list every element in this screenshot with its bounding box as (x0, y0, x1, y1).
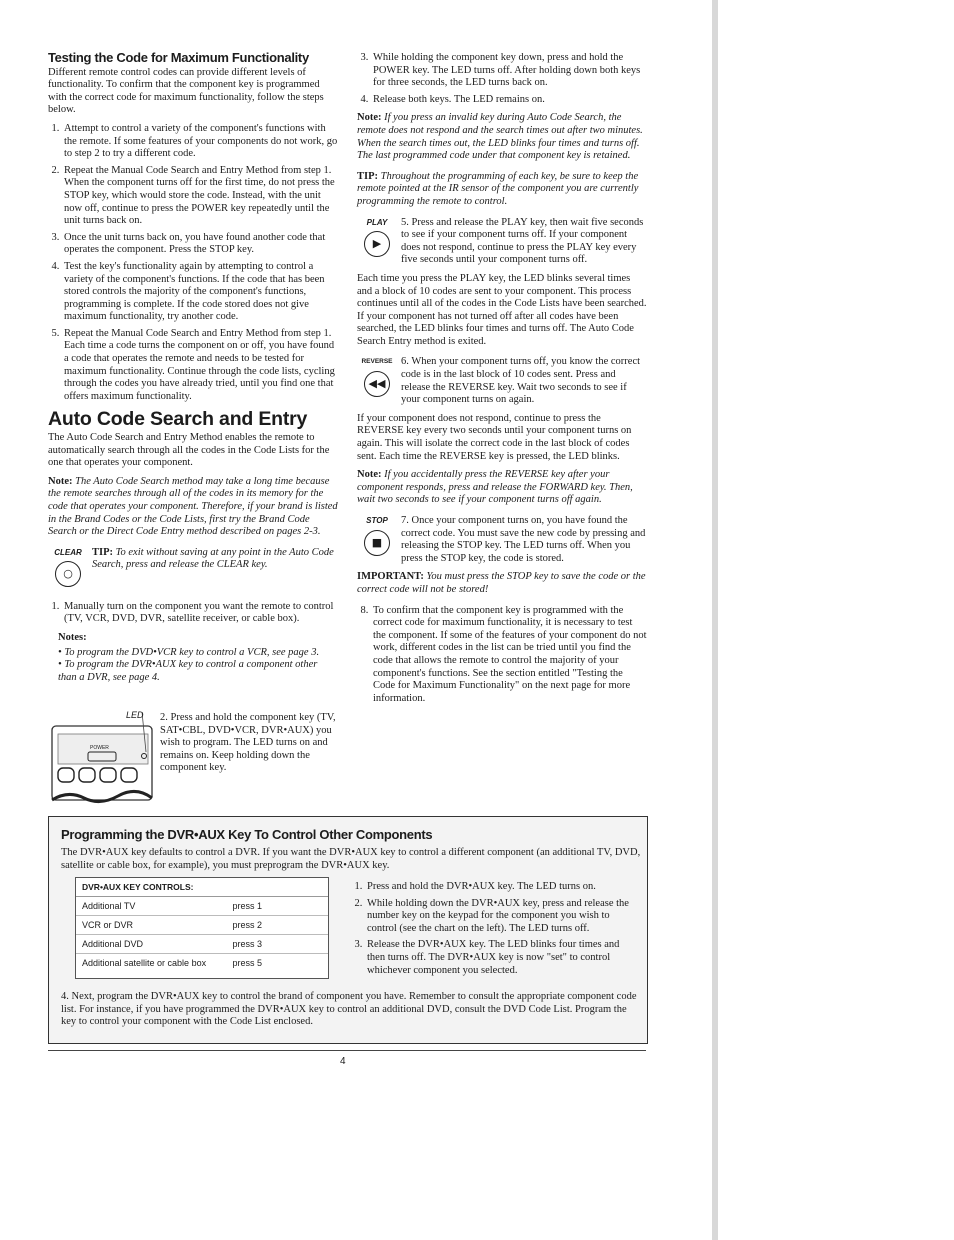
list-item: 5. Repeat the Manual Code Search and Entry Method from step 1. Each time a code turns the component on or off, you have found a code that operates the remote and needs to be tested for maximum functionality. Continue through the code lists, cycling through the codes you have already tried, until you find one that offers maximum functionality. (62, 328, 338, 404)
step6-para: If your component does not respond, continue to press the REVERSE key every two seconds until your component turns on again. This will isolate the correct code in the last block of codes sent. Each time the REVERSE key is pressed, the LED blinks. (357, 412, 632, 462)
tip-label: TIP: (92, 546, 113, 558)
auto-intro: The Auto Code Search and Entry Method enables the remote to automatically search through all the codes in the Code Lists for the one that operates your component. (48, 432, 330, 469)
note-label: Note: (357, 469, 382, 481)
testing-title: Testing the Code for Maximum Functionality (48, 50, 309, 65)
tip-label: TIP: (357, 170, 378, 182)
auto-steps-final (357, 605, 647, 706)
list-item: 2. While holding down the DVR•AUX key, press and release the number key on the keypad for the component you wish to control (see the chart on the left). The LED turns off. (365, 898, 639, 936)
list-item: 2. Repeat the Manual Code Search and Entry Method from step 1. When the component turns off for the first time, do not press the STOP key, which would store the code. Instead, with the unit now off, continue to press the POWER key repeatedly until the unit turns back on. (62, 165, 338, 228)
box-intro: The DVR•AUX key defaults to control a DVR. If you want the DVR•AUX key to control a different component (an additional TV, DVD, satellite or cable box, for example), you must preprogram the DVR•AUX key. (61, 847, 641, 871)
note-invalid (357, 112, 647, 162)
clear-tip (48, 547, 338, 595)
list-item: 1. Manually turn on the component you want the remote to control (TV, VCR, DVD, DVR, satellite receiver, or cable box). (62, 601, 338, 626)
note-label: Note: (357, 112, 382, 124)
auto-note (48, 476, 338, 539)
list-item: 1. Press and hold the DVR•AUX key. The LED turns on. (365, 881, 639, 894)
step5-text: Press and release the PLAY key, then wait five seconds to see if your component turns off. If your component does not respond, continue to press the PLAY key every five seconds until your component turns off. (401, 216, 644, 266)
step7-text: Once your component turns on, you have found the correct code. You must save the new code by pressing and releasing the STOP key. The LED turns off. When you press the STOP key, the code is stored. (401, 515, 646, 564)
table-row: Additional TV press 1 (76, 897, 328, 916)
auto-steps-right (357, 52, 647, 106)
table-row: Additional satellite or cable box press 5 (82, 958, 262, 968)
reverse-key-label: REVERSE (361, 358, 393, 366)
remote-illustration (48, 708, 158, 808)
box-title: Programming the DVR•AUX Key To Control Other Components (61, 827, 433, 842)
important-label: IMPORTANT: (357, 571, 424, 583)
reverse-key (357, 356, 397, 397)
note-reverse (357, 469, 647, 507)
list-item: 3. Release the DVR•AUX key. The LED blinks four times and then turns off. The DVR•AUX key is now "set" to control whichever component you selected. (365, 939, 639, 977)
note-text: The Auto Code Search method may take a long time because the remote searches through all of the codes in its memory for the code that operates your component. Therefore, if your brand is listed in the Brand Codes or the Code Lists, first try the Brand Code Search or the Direct Code Entry method described on pages 2-3. (48, 475, 338, 538)
step6-text: When your component turns off, you know the correct code is in the last block of 10 codes sent. Press and release the REVERSE key. Wait two seconds to see if your component turns on again. (401, 356, 641, 406)
scan-edge (712, 0, 718, 1240)
list-item: • To program the DVR•AUX key to control a component other than a DVR, see page 4. (58, 659, 318, 683)
table-row: Additional DVD press 3 (76, 935, 328, 954)
play-key-label: PLAY (366, 217, 388, 227)
testing-steps (48, 123, 338, 403)
footer-rule (48, 1050, 646, 1051)
tip-pointed (357, 171, 647, 209)
step2-text: Press and hold the component key (TV, SAT•CBL, DVD•VCR, DVR•AUX) you wish to program. The LED turns on and remains on. Keep holding down the component key. (160, 712, 336, 774)
reverse-step: REVERSE ◀◀ 6. When your component turns off, you know the correct code is in the last block of 10 codes sent. Press and release the REVERSE key. Wait two seconds to see if your component turns on again. (357, 356, 647, 406)
list-item: • To program the DVD•VCR key to control a VCR, see page 3. (58, 646, 320, 658)
rewind-icon: ◀◀ (364, 371, 390, 397)
list-item: 3. While holding the component key down, press and hold the POWER key. The LED turns off. After holding down both keys for three seconds, the LED turns back on. (371, 52, 647, 90)
testing-intro: Different remote control codes can provide different levels of functionality. To confirm that the component key is programmed with the correct code for maximum functionality, follow the steps below. (48, 66, 324, 116)
left-column (48, 52, 338, 692)
clear-key-icon: ○ (55, 561, 81, 587)
clear-key (48, 547, 88, 588)
list-item: 4. Test the key's functionality again by attempting to control a variety of the component's functions. If the code that has been stored controls the majority of the component's functions, programming is complete. If the code stored does not give maximum functionality, try another code. (62, 261, 338, 324)
stop-icon: ■ (364, 530, 390, 556)
play-step: PLAY ▶ 5. Press and release the PLAY key, then wait five seconds to see if your component turns off. If your component does not respond, continue to press the PLAY key every five seconds until your component turns off. (357, 217, 647, 267)
led-label: LED (126, 710, 144, 720)
note-label: Note: (48, 475, 73, 487)
list-item: 8. To confirm that the component key is programmed with the correct code for maximum functionality, it is necessary to test the component. If some of the features of your component do not work, different codes in the list can be tried until you find the code that allows the remote to control the majority of your component's functions. See the section entitled "Testing the Code for Maximum Functionality" on the next page for more information. (371, 605, 647, 706)
left-step2: 2. Press and hold the component key (TV, SAT•CBL, DVD•VCR, DVR•AUX) you wish to program. The LED turns on and remains on. Keep holding down the component key. (160, 712, 336, 774)
stop-key-label: STOP (366, 516, 388, 525)
stop-key (357, 515, 397, 556)
dvr-aux-box (48, 816, 648, 1044)
clear-key-label: CLEAR (54, 547, 82, 557)
play-icon: ▶ (364, 231, 390, 257)
power-label: POWER (90, 745, 109, 751)
table-header: DVR•AUX KEY CONTROLS: (76, 878, 328, 897)
list-item: 1. Attempt to control a variety of the component's functions with the remote. If some features of your components do not work, go to step 2 to try a different code. (62, 123, 338, 161)
notes-block (58, 632, 338, 684)
list-item: 3. Once the unit turns back on, you have found another code that operates the component. Press the STOP key. (62, 232, 338, 257)
tip-text: To exit without saving at any point in the Auto Code Search, press and release the CLEAR key. (92, 546, 334, 571)
tip-clear (92, 547, 338, 572)
box-steps (349, 881, 639, 983)
list-item: 4. Release both keys. The LED remains on. (371, 94, 647, 107)
important-text: You must press the STOP key to save the code or the correct code will not be stored! (357, 571, 646, 595)
step4-text: Next, program the DVR•AUX key to control the brand of component you have. Remember to consult the appropriate component code list. For instance, if you have programmed the DVR•AUX key to control an additional DVD, consult the DVD Code List. Program the key to control your component with the Code List enclosed. (61, 991, 637, 1028)
box-step4: 4. Next, program the DVR•AUX key to control the brand of component you have. Remember to consult the appropriate component code list. For instance, if you have programmed the DVR•AUX key to control an additional DVD, consult the DVD Code List. Program the key to control your component with the Code List enclosed. (61, 991, 637, 1028)
note-text: If you press an invalid key during Auto Code Search, the remote does not respond and the search times out after two minutes. When the search times out, the LED blinks four times and turns off. The last programmed code under that component key is retained. (357, 112, 643, 162)
play-key (357, 217, 397, 258)
remote-icon (48, 708, 158, 808)
page-number: 4 (340, 1056, 346, 1067)
auto-steps-left (48, 601, 338, 626)
notes-label: Notes: (58, 631, 87, 643)
stop-step: STOP ■ 7. Once your component turns on, you have found the correct code. You must save the new code by pressing and releasing the STOP key. The LED turns off. When you press the STOP key, the code is stored. (357, 515, 647, 565)
step5-para: Each time you press the PLAY key, the LED blinks several times and a block of 10 codes are sent to your component. This process continues until all of the codes in the Code Lists have been searched. If your component has not turned off after all codes have been searched, the LED blinks four times and turns off. The Auto Code Search Entry method is exited. (357, 272, 647, 347)
right-column (357, 52, 647, 711)
note-text: If you accidentally press the REVERSE key after your component responds, press and release the FORWARD key. Then, wait two seconds to see if your component turns off again. (357, 469, 633, 506)
important-note (357, 571, 647, 596)
dvr-aux-table (75, 877, 329, 979)
table-row: VCR or DVR press 2 (76, 916, 328, 935)
tip-text: Throughout the programming of each key, be sure to keep the remote pointed at the IR sensor of the component you are currently programming the remote to control. (357, 170, 639, 207)
auto-title: Auto Code Search and Entry (48, 408, 308, 431)
